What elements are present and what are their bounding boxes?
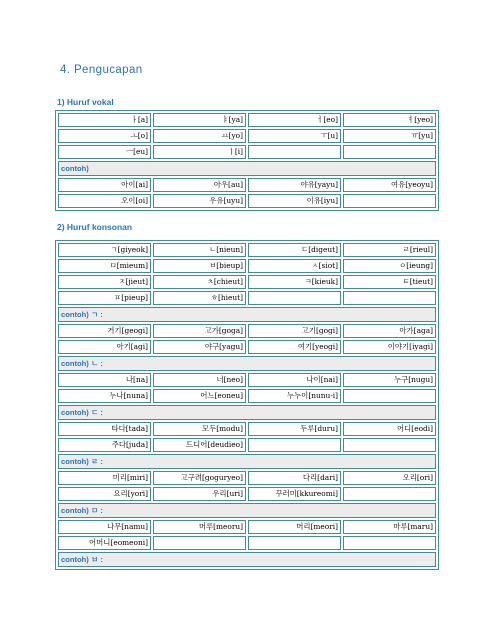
table-cell: 아기[agi] [58,340,151,354]
table-cell: 미리[miri] [58,471,151,485]
table-cell: 고기[gogi] [248,324,341,338]
table-cell: 모두[modu] [153,422,246,436]
table-row [58,324,436,338]
table-cell: 나무[namu] [58,520,151,534]
table-cell: 우리[uri] [153,487,246,501]
vokal-heading: 1) Huruf vokal [57,97,114,107]
table-row [58,243,436,257]
table-cell: ㅜ[u] [248,129,341,143]
empty-cell [343,194,436,208]
table-cell: 머리[meori] [248,520,341,534]
table-cell: ㅡ[eu] [58,145,151,159]
table-row [58,520,436,534]
table-cell: 야유[yayu] [248,178,341,192]
table-row [58,340,436,354]
table-cell: ㅅ[siot] [248,259,341,273]
table-cell: 나[na] [58,373,151,387]
table-cell: ㅍ[pieup] [58,291,151,305]
table-cell: ㄹ[rieul] [343,243,436,257]
table-cell: 드디어[deudieo] [153,438,246,452]
table-row [58,291,436,305]
table-row [58,373,436,387]
empty-cell [343,291,436,305]
table-cell: 오리[ori] [343,471,436,485]
example-label: contoh) ㄴ : [58,356,436,371]
table-cell: ㅇ[ieung] [343,259,436,273]
table-cell: 여유[yeoyu] [343,178,436,192]
table-cell: ㅑ[ya] [153,113,246,127]
table-row [58,178,436,192]
empty-cell [343,389,436,403]
table-cell: 누나[nuna] [58,389,151,403]
example-label: contoh) [58,161,436,176]
table-row [58,275,436,289]
table-cell: 야구[yagu] [153,340,246,354]
empty-cell [248,536,341,550]
table-cell: 요리[yori] [58,487,151,501]
table-row [58,438,436,452]
example-label: contoh) ㄱ : [58,307,436,322]
table-cell: 어느[eoneu] [153,389,246,403]
table-row [58,389,436,403]
empty-cell [153,536,246,550]
table-cell: ㅋ[kieuk] [248,275,341,289]
table-cell: 이유[iyu] [248,194,341,208]
table-cell: ㅂ[bieup] [153,259,246,273]
table-cell: 누누이[nunu-i] [248,389,341,403]
example-label-row [58,356,436,371]
example-label-row [58,552,436,567]
example-label-row [58,307,436,322]
table-cell: ㅊ[chieut] [153,275,246,289]
table-cell: 타다[tada] [58,422,151,436]
table-row [58,194,436,208]
table-cell: 고가[goga] [153,324,246,338]
table-cell: 꾸러미[kkureomi] [248,487,341,501]
table-cell: ㅗ[o] [58,129,151,143]
table-row [58,536,436,550]
empty-cell [343,487,436,501]
example-label: contoh) ㄷ : [58,405,436,420]
table-cell: 너[neo] [153,373,246,387]
table-cell: 주다[juda] [58,438,151,452]
table-row [58,145,436,159]
table-cell: 두루[duru] [248,422,341,436]
table-cell: ㅛ[yo] [153,129,246,143]
table-row [58,471,436,485]
table-row [58,113,436,127]
table-cell: ㅠ[yu] [343,129,436,143]
example-label-row [58,454,436,469]
table-cell: ㅈ[jieut] [58,275,151,289]
vokal-table [55,110,439,211]
empty-cell [343,438,436,452]
table-cell: ㄷ[digeut] [248,243,341,257]
table-cell: 아우[au] [153,178,246,192]
table-cell: 어디[eodi] [343,422,436,436]
konsonan-table [55,240,439,570]
table-cell: 거기[geogi] [58,324,151,338]
table-cell: 우유[uyu] [153,194,246,208]
example-label: contoh) ㅂ : [58,552,436,567]
example-label-row [58,503,436,518]
table-cell: ㄱ[giyeok] [58,243,151,257]
table-cell: 나이[nai] [248,373,341,387]
table-row [58,487,436,501]
table-cell: 마루[maru] [343,520,436,534]
example-label: contoh) ㄹ : [58,454,436,469]
konsonan-heading: 2) Huruf konsonan [57,222,133,232]
table-row [58,259,436,273]
empty-cell [248,291,341,305]
table-cell: 오이[oi] [58,194,151,208]
table-cell: 머루[meoru] [153,520,246,534]
example-label: contoh) ㅁ : [58,503,436,518]
table-cell: 여기[yeogi] [248,340,341,354]
table-cell: ㅎ[hieut] [153,291,246,305]
empty-cell [248,145,341,159]
table-cell: ㅁ[mieum] [58,259,151,273]
empty-cell [248,438,341,452]
table-cell: ㅏ[a] [58,113,151,127]
example-label-row [58,405,436,420]
empty-cell [343,145,436,159]
table-cell: 고구려[goguryeo] [153,471,246,485]
example-label-row [58,161,436,176]
table-cell: ㅕ[yeo] [343,113,436,127]
table-cell: ㅣ[i] [153,145,246,159]
empty-cell [343,536,436,550]
table-cell: 아이[ai] [58,178,151,192]
table-cell: ㄴ[nieun] [153,243,246,257]
table-row [58,422,436,436]
table-cell: 어머니[eomeoni] [58,536,151,550]
table-row [58,129,436,143]
section-title: 4. Pengucapan [60,64,143,76]
table-cell: ㅓ[eo] [248,113,341,127]
table-cell: 다리[dari] [248,471,341,485]
table-cell: 이야기[iyagi] [343,340,436,354]
table-cell: 누구[nugu] [343,373,436,387]
table-cell: ㅌ[tieut] [343,275,436,289]
table-cell: 아가[aga] [343,324,436,338]
